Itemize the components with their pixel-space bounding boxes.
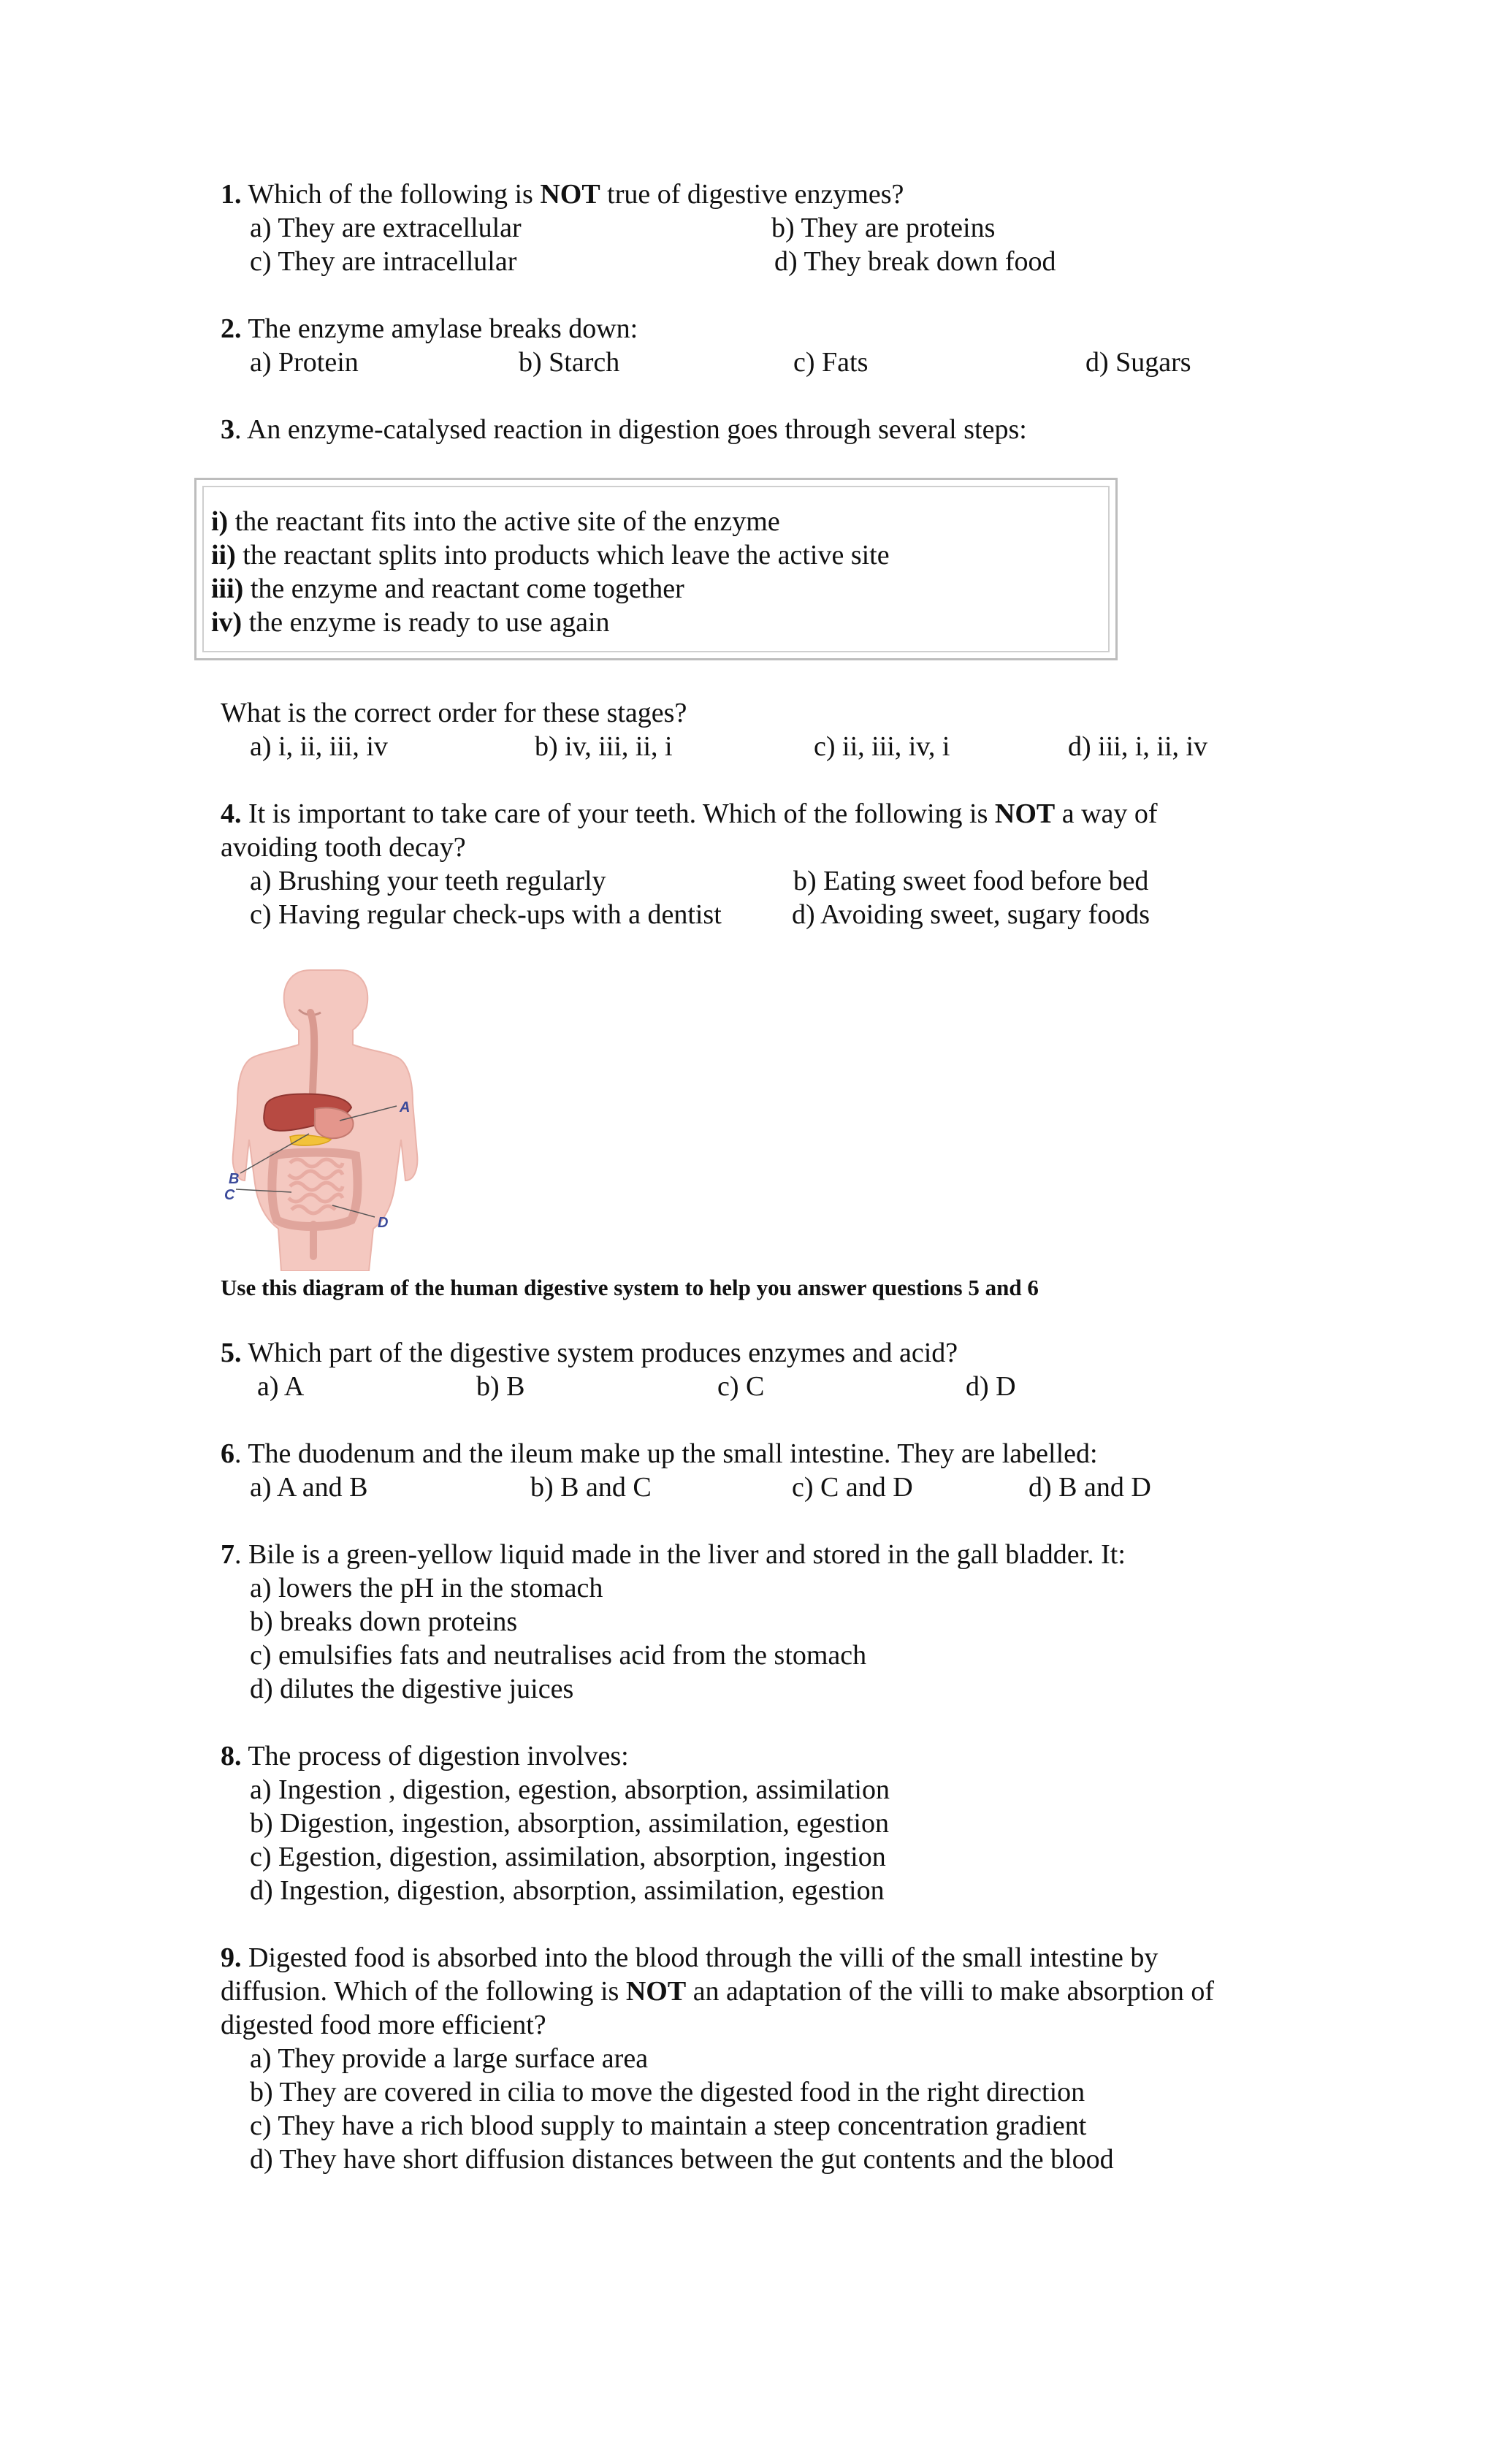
question-9-line-2: [221, 1975, 1287, 2008]
option-b: b) B and C: [530, 1472, 652, 1503]
option-d: d) Sugars: [1085, 347, 1191, 378]
option-b: b) Eating sweet food before bed: [793, 866, 1149, 896]
option-c: c) They are intracellular: [250, 246, 517, 277]
question-text: . Bile is a green-yellow liquid made in the liver and stored in the gall bladder. It:: [234, 1539, 1126, 1570]
question-3: [221, 413, 1287, 446]
question-text: Which part of the digestive system produces enzymes and acid?: [248, 1338, 958, 1368]
question-9-line-3: digested food more efficient?: [221, 2010, 546, 2040]
step-3: [211, 572, 684, 606]
option-b: b) They are covered in cilia to move the digested food in the right direction: [250, 2077, 1085, 2108]
question-text: The process of digestion involves:: [248, 1741, 629, 1771]
question-text: diffusion. Which of the following is: [221, 1976, 626, 2007]
question-number: 1.: [221, 179, 242, 210]
option-a: a) i, ii, iii, iv: [250, 731, 388, 762]
question-number: 4.: [221, 798, 242, 829]
option-c: c) C: [717, 1371, 765, 1402]
question-text: true of digestive enzymes?: [600, 179, 904, 210]
step-label: ii): [211, 540, 236, 571]
question-text: The enzyme amylase breaks down:: [248, 313, 638, 344]
question-number: 8.: [221, 1741, 242, 1771]
question-text: Digested food is absorbed into the blood through the villi of the small intestine by: [248, 1942, 1159, 1973]
question-9: [221, 1941, 1287, 1975]
diagram-label-c: C: [224, 1187, 235, 1203]
option-d: d) dilutes the digestive juices: [250, 1674, 574, 1704]
question-4: [221, 797, 1287, 831]
option-c: c) C and D: [792, 1472, 913, 1503]
question-6: [221, 1437, 1287, 1471]
option-a: a) lowers the pH in the stomach: [250, 1573, 603, 1603]
option-d: d) Avoiding sweet, sugary foods: [792, 899, 1150, 930]
question-text: . The duodenum and the ileum make up the small intestine. They are labelled:: [234, 1438, 1098, 1469]
option-b: b) B: [476, 1371, 525, 1402]
option-d: d) D: [966, 1371, 1016, 1402]
question-1: [221, 178, 1287, 211]
option-b: b) They are proteins: [771, 213, 996, 243]
step-4: [211, 606, 610, 639]
diagram-label-a: A: [400, 1099, 411, 1115]
step-text: the enzyme is ready to use again: [242, 607, 610, 638]
question-number: 3: [221, 414, 234, 445]
option-d: d) iii, i, ii, iv: [1068, 731, 1208, 762]
step-label: iii): [211, 573, 244, 604]
emphasis: NOT: [994, 798, 1056, 829]
option-c: c) Having regular check-ups with a dentist: [250, 899, 722, 930]
step-label: iv): [211, 607, 243, 638]
option-c: c) They have a rich blood supply to maintain a steep concentration gradient: [250, 2110, 1087, 2141]
question-text: a way of: [1055, 798, 1158, 829]
option-a: a) They are extracellular: [250, 213, 522, 243]
diagram-label-b: B: [229, 1171, 240, 1187]
emphasis: NOT: [625, 1976, 687, 2007]
step-1: [211, 505, 780, 538]
step-text: the reactant splits into products which leave the active site: [235, 540, 890, 571]
question-text: Which of the following is: [248, 179, 541, 210]
option-a: a) A and B: [250, 1472, 368, 1503]
question-number: 9.: [221, 1942, 242, 1973]
question-3-prompt: What is the correct order for these stages?: [221, 698, 687, 728]
question-text: It is important to take care of your teeth. Which of the following is: [248, 798, 995, 829]
option-c: c) emulsifies fats and neutralises acid from the stomach: [250, 1640, 867, 1671]
digestive-system-diagram: [223, 964, 435, 1271]
question-2: [221, 312, 1287, 346]
option-c: c) ii, iii, iv, i: [814, 731, 950, 762]
question-5: [221, 1336, 1287, 1370]
question-text: . An enzyme-catalysed reaction in digestion goes through several steps:: [234, 414, 1027, 445]
question-7: [221, 1538, 1287, 1571]
step-text: the enzyme and reactant come together: [243, 573, 684, 604]
question-number: 7: [221, 1539, 234, 1570]
question-number: 2.: [221, 313, 242, 344]
option-b: b) iv, iii, ii, i: [535, 731, 673, 762]
steps-box: [194, 478, 1118, 660]
option-a: a) They provide a large surface area: [250, 2043, 649, 2074]
option-d: d) They break down food: [774, 246, 1056, 277]
question-8: [221, 1739, 1287, 1773]
diagram-label-d: D: [378, 1215, 389, 1231]
step-text: the reactant fits into the active site of the enzyme: [228, 506, 780, 537]
option-d: d) Ingestion, digestion, absorption, assimilation, egestion: [250, 1875, 885, 1906]
question-number: 5.: [221, 1338, 242, 1368]
step-2: [211, 538, 890, 572]
option-a: a) A: [257, 1371, 305, 1402]
option-c: c) Fats: [793, 347, 869, 378]
question-4-continued: avoiding tooth decay?: [221, 832, 466, 863]
option-c: c) Egestion, digestion, assimilation, absorption, ingestion: [250, 1842, 886, 1872]
step-label: i): [211, 506, 229, 537]
emphasis: NOT: [540, 179, 600, 210]
option-a: a) Ingestion , digestion, egestion, absorption, assimilation: [250, 1774, 890, 1805]
option-b: b) breaks down proteins: [250, 1606, 518, 1637]
question-number: 6: [221, 1438, 234, 1469]
option-b: b) Starch: [519, 347, 620, 378]
option-b: b) Digestion, ingestion, absorption, assimilation, egestion: [250, 1808, 889, 1839]
diagram-caption: Use this diagram of the human digestive system to help you answer questions 5 and 6: [221, 1275, 1039, 1300]
option-a: a) Protein: [250, 347, 359, 378]
option-d: d) They have short diffusion distances between the gut contents and the blood: [250, 2144, 1114, 2175]
question-text: an adaptation of the villi to make absorption of: [686, 1976, 1215, 2007]
option-a: a) Brushing your teeth regularly: [250, 866, 606, 896]
option-d: d) B and D: [1028, 1472, 1151, 1503]
